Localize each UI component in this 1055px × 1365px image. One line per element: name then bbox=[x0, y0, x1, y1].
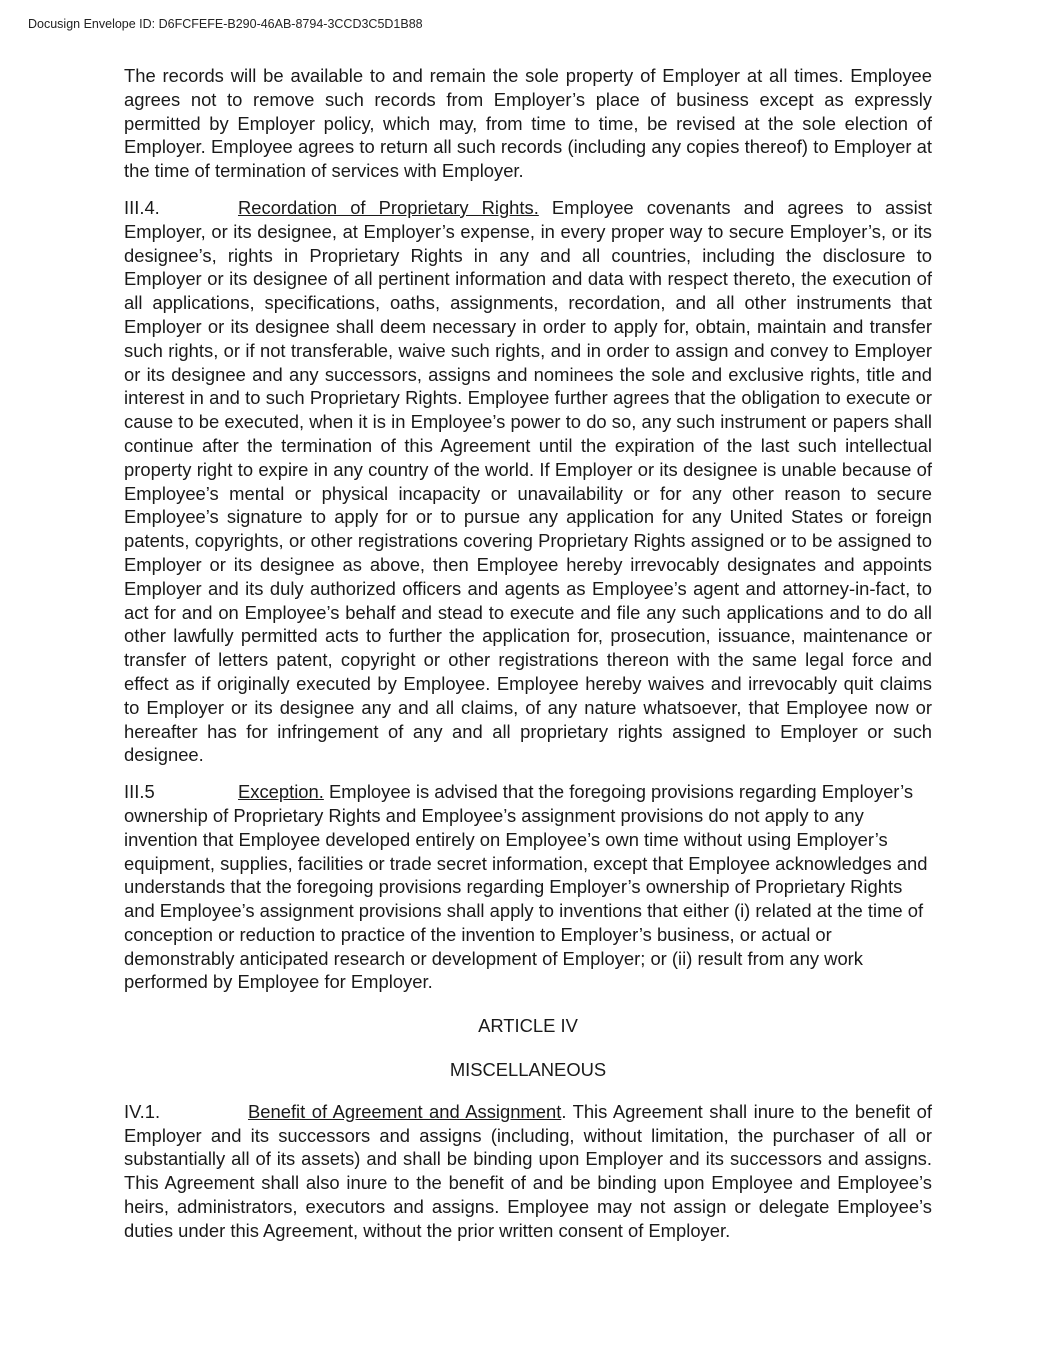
records-paragraph: The records will be available to and remain the sole property of Employer at all times. Employee agrees not to remove such records from Employer’s place of business except as expressly permitted by Employer policy, which may, from time to time, be revised at the sole election of Employer. Employee agrees to return all such records (including any copies thereof) to Employer at the time of termination of services with Employer. bbox=[124, 65, 932, 182]
section-number: III.5 bbox=[124, 781, 155, 803]
article-subtitle: MISCELLANEOUS bbox=[449, 1059, 607, 1081]
section-number: III.4. bbox=[124, 196, 160, 218]
section-iii-5 bbox=[124, 780, 932, 994]
docusign-envelope-id: Docusign Envelope ID: D6FCFEFE-B290-46AB-8794-3CCD3C5D1B88 bbox=[28, 17, 423, 31]
section-iv-1 bbox=[124, 1100, 932, 1243]
section-text: . This Agreement shall inure to the benefit of Employer and its successors and assigns (including, without limitation, the purchaser of all or substantially all of its assets) and shall be binding upon Employer and its successors and assigns. This Agreement shall also inure to the benefit of and be binding upon Employee and Employee’s heirs, administrators, executors and assigns. Employee may not assign or delegate Employee’s duties under this Agreement, without the prior written consent of Employer. bbox=[124, 1100, 932, 1241]
article-title: ARTICLE IV bbox=[478, 1015, 578, 1037]
section-number: IV.1. bbox=[124, 1100, 161, 1122]
section-iii-4 bbox=[124, 196, 932, 767]
section-text: Employee is advised that the foregoing provisions regarding Employer’s ownership of Proprietary Rights and Employee’s assignment provisions do not apply to any invention that Employee developed entirely on Employee’s own time without using Employer’s equipment, supplies, facilities or trade secret information, except that Employee acknowledges and understands that the foregoing provisions regarding Employer’s ownership of Proprietary Rights and Employee’s assignment provisions shall apply to inventions that either (i) related at the time of conception or reduction to practice of the invention to Employer’s business, or actual or demonstrably anticipated research or development of Employer; or (ii) result from any work performed by Employee for Employer. bbox=[124, 781, 928, 993]
section-text: Employee covenants and agrees to assist Employer, or its designee, at Employer’s expense, in every proper way to secure Employer’s, or its designee’s, rights in Proprietary Rights in any and all countries, including the disclosure to Employer or its designee of all pertinent information and data with respect thereto, the execution of all applications, specifications, oaths, assignments, recordation, and all other instruments that Employer or its designee shall deem necessary in order to apply for, obtain, maintain and transfer such rights, or if not transferable, waive such rights, and in order to assign and convey to Employer or its designee and any successors, assigns and nominees the sole and exclusive rights, title and interest in and to such Proprietary Rights. Employee further agrees that the obligation to execute or cause to be executed, when it is in Employee’s power to do so, any such instrument or papers shall continue after the termination of this Agreement until the expiration of the last such intellectual property right to expire in any country of the world. If Employer or its designee is unable because of Employee’s mental or physical incapacity or unavailability or for any other reason to secure Employee’s signature to apply for or to pursue any application for any United States or foreign patents, copyrights, or other registrations covering Proprietary Rights assigned or to be assigned to Employer or its designee as above, then Employee hereby irrevocably designates and appoints Employer and its duly authorized officers and agents as Employee’s agent and attorney-in-fact, to act for and on Employee’s behalf and stead to execute and file any such applications and to do all other lawfully permitted acts to further the application for, prosecution, issuance, maintenance or transfer of letters patent, copyright or other registrations thereon with the same legal force and effect as if originally executed by Employee. Employee hereby waives and irrevocably quit claims to Employer or its designee any and all claims, of any nature whatsoever, that Employee now or hereafter has for infringement of any and all proprietary rights assigned to Employer or such designee. bbox=[124, 196, 932, 766]
section-heading: Recordation of Proprietary Rights. bbox=[238, 196, 539, 218]
section-heading: Benefit of Agreement and Assignment bbox=[248, 1100, 562, 1122]
document-body bbox=[124, 64, 932, 1256]
section-heading: Exception. bbox=[238, 781, 324, 803]
